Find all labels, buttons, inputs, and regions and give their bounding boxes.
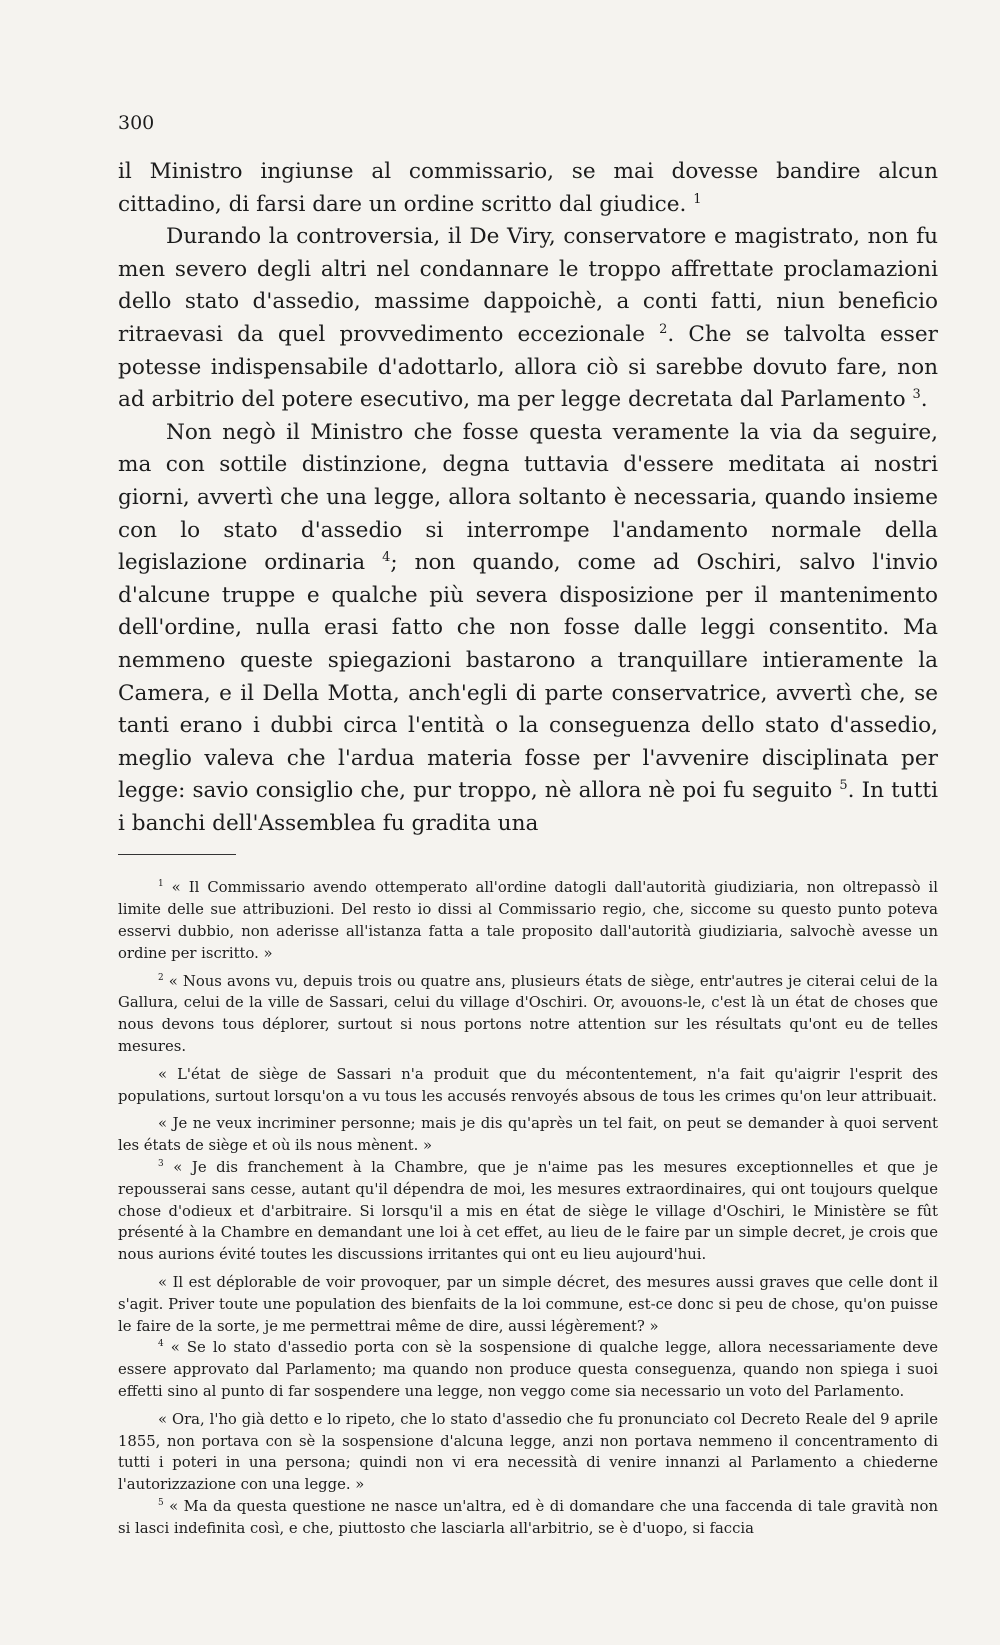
paragraph-3: Non negò il Ministro che fosse questa veramente la via da seguire, ma con sottile distinzione, degna tuttavia d'essere meditata ai nostri giorni, avvertì che una legge, allora soltanto è necessaria, quando insieme con lo stato d'assedio si interrompe l'andamento normale della legislazione ordinaria $^4$; non quando, come ad Oschiri, salvo l'invio d'alcune truppe e qualche più severa disposizione per il mantenimento dell'ordine, nulla erasi fatto che non fosse dalle leggi consentito. Ma nemmeno queste spiegazioni bastarono a tranquillare intieramente la Camera, e il Della Motta, anch'egli di parte conservatrice, avvertì che, se tanti erano i dubbi circa l'entità o la conseguenza dello stato d'assedio, meglio valeva che l'ardua materia fosse per l'avvenire disciplinata per legge: savio consiglio che, pur troppo, nè allora nè poi fu seguito $^5$. In tutti i banchi dell'Assemblea fu gradita una [118, 419, 938, 836]
footnote-number: 5 [158, 1498, 164, 1509]
footnote-ref[interactable]: 5 [839, 778, 848, 794]
footnote-ref[interactable]: 1 [693, 191, 702, 207]
main-text [118, 156, 938, 840]
footnote-2-continued: « Je ne veux incriminer personne; mais je dis qu'après un tel fait, on peut se demander à quoi servent les états de siège et où ils nous mènent. » [118, 1115, 938, 1155]
footnote-ref[interactable]: 3 [912, 386, 921, 402]
footnote-number: 2 [158, 972, 164, 983]
footnote-5: $^5$ « Ma da questa questione ne nasce un'altra, ed è di domandare che una faccenda di tale gravità non si lasci indefinita così, e che, piuttosto che lasciarla all'arbitrio, se è d'uopo, si faccia [118, 1497, 938, 1537]
footnote-number: 4 [158, 1339, 164, 1350]
footnote-3: $^3$ « Je dis franchement à la Chambre, que je n'aime pas les mesures exceptionnelles et que je repousserai sans cesse, autant qu'il dépendra de moi, les mesures extraordinaires, qui ont toujours quelque chose d'odieux et d'arbitraire. Si lorsqu'il a mis en état de siège le village d'Oschiri, le Ministère se fût présenté à la Chambre en demandant une loi à cet effet, au lieu de le faire par un simple decret, je crois que nous aurions évité toutes les discussions irritantes qui ont eu lieu aujourd'hui. [118, 1159, 938, 1264]
footnotes [118, 877, 938, 1539]
footnote-2: $^2$ « Nous avons vu, depuis trois ou quatre ans, plusieurs états de siège, entr'autres je citerai celui de la Gallura, celui de la ville de Sassari, celui du village d'Oschiri. Or, avouons-le, c'est là un état de choses que nous devons tous déplorer, surtout si nous portons notre attention sur les résultats qu'ont eu de telles mesures. [118, 972, 938, 1056]
paragraph-2: Durando la controversia, il De Viry, conservatore e magistrato, non fu men severo degli altri nel condannare le troppo affrettate proclamazioni dello stato d'assedio, massime dappoichè, a conti fatti, niun beneficio ritraevasi da quel provvedimento eccezionale $^2$. Che se talvolta esser potesse indispensabile d'adottarlo, allora ciò si sarebbe dovuto fare, non ad arbitrio del potere esecutivo, ma per legge decretata dal Parlamento $^3$. [118, 224, 938, 413]
footnote-1: $^1$ « Il Commissario avendo ottemperato all'ordine datogli dall'autorità giudiziaria, non oltrepassò il limite delle sue attribuzioni. Del resto io dissi al Commissario regio, che, siccome su questo punto poteva esservi dubbio, non aderisse all'istanza fatta a tale proposito dall'autorità giudiziaria, salvochè avesse un ordine per iscritto. » [118, 879, 938, 962]
paragraph-1: il Ministro ingiunse al commissario, se mai dovesse bandire alcun cittadino, di farsi dare un ordine scritto dal giudice. $^1$ [118, 159, 938, 217]
footnote-4-continued: « Ora, l'ho già detto e lo ripeto, che lo stato d'assedio che fu pronunciato col Decreto Reale del 9 aprile 1855, non portava con sè la sospensione d'alcuna legge, anzi non portava nemmeno il concentramento di tutti i poteri in una persona; quindi non vi era necessità di venire innanzi al Parlamento a chiederne l'autorizzazione con una legge. » [118, 1410, 938, 1494]
footnote-4: $^4$ « Se lo stato d'assedio porta con sè la sospensione di qualche legge, allora necessariamente deve essere approvato dal Parlamento; ma quando non produce questa conseguenza, quando non spiega i suoi effetti sino al punto di far sospendere una legge, non veggo come sia necessario un voto del Parlamento. [118, 1339, 938, 1400]
footnote-number: 1 [158, 879, 164, 890]
page-number: 300 [118, 112, 155, 134]
footnote-divider [118, 854, 236, 855]
footnote-3-continued: « Il est déplorable de voir provoquer, par un simple décret, des mesures aussi graves que celle dont il s'agit. Priver toute une population des bienfaits de la loi commune, est-ce donc si peu de chose, qu'on puisse le faire de la sorte, je me permettrai même de dire, aussi légèrement? » [118, 1274, 938, 1335]
footnote-2-continued: « L'état de siège de Sassari n'a produit que du mécontentement, n'a fait qu'aigrir l'esprit des populations, surtout lorsqu'on a vu tous les accusés renvoyés absous de tous les crimes qu'on leur attribuait. [118, 1065, 938, 1105]
footnote-ref[interactable]: 2 [659, 321, 668, 337]
footnote-number: 3 [158, 1159, 164, 1170]
footnote-ref[interactable]: 4 [382, 549, 391, 565]
